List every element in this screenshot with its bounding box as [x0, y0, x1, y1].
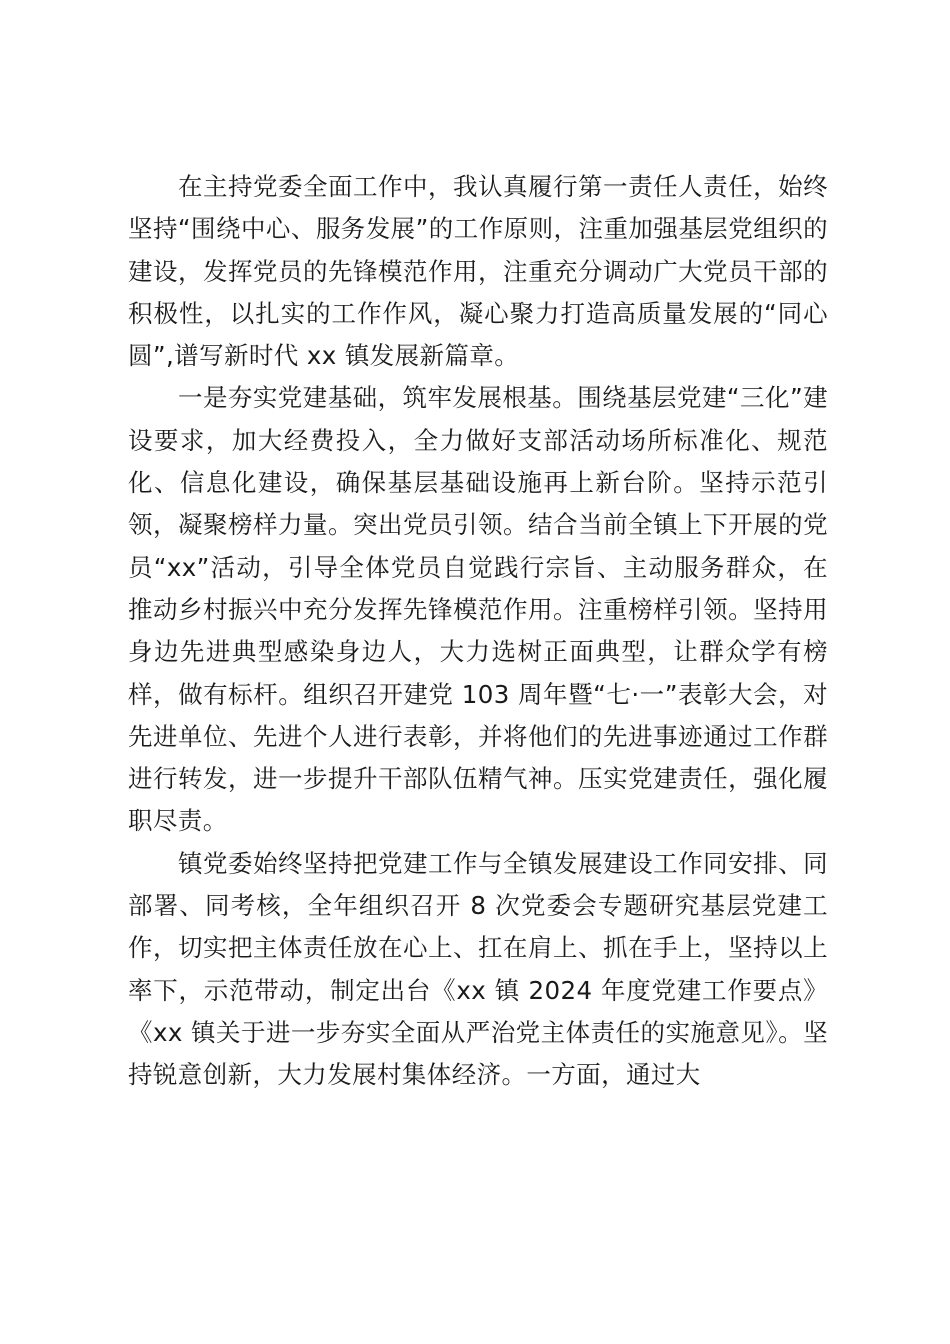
- paragraph-2: 一是夯实党建基础，筑牢发展根基。围绕基层党建“三化”建设要求，加大经费投入，全力做好支部活动场所标准化、规范化、信息化建设，确保基层基础设施再上新台阶。坚持示范引领，凝聚榜样力量。突出党员引领。结合当前全镇上下开展的党员“xx”活动，引导全体党员自觉践行宗旨、主动服务群众，在推动乡村振兴中充分发挥先锋模范作用。注重榜样引领。坚持用身边先进典型感染身边人，大力选树正面典型，让群众学有榜样，做有标杆。组织召开建党 103 周年暨“七·一”表彰大会，对先进单位、先进个人进行表彰，并将他们的先进事迹通过工作群进行转发，进一步提升干部队伍精气神。压实党建责任，强化履职尽责。: [128, 383, 828, 836]
- paragraph-1: 在主持党委全面工作中，我认真履行第一责任人责任，始终坚持“围绕中心、服务发展”的工作原则，注重加强基层党组织的建设，发挥党员的先锋模范作用，注重充分调动广大党员干部的积极性，以扎实的工作作风，凝心聚力打造高质量发展的“同心圆”,谱写新时代 xx 镇发展新篇章。: [128, 172, 828, 371]
- paragraph-3: 镇党委始终坚持把党建工作与全镇发展建设工作同安排、同部署、同考核，全年组织召开 8 次党委会专题研究基层党建工作，切实把主体责任放在心上、扛在肩上、抓在手上，坚持以上率下，示范带动，制定出台《xx 镇 2024 年度党建工作要点》《xx 镇关于进一步夯实全面从严治党主体责任的实施意见》。坚持锐意创新，大力发展村集体经济。一方面，通过大: [128, 848, 828, 1090]
- document-body: [128, 166, 828, 1097]
